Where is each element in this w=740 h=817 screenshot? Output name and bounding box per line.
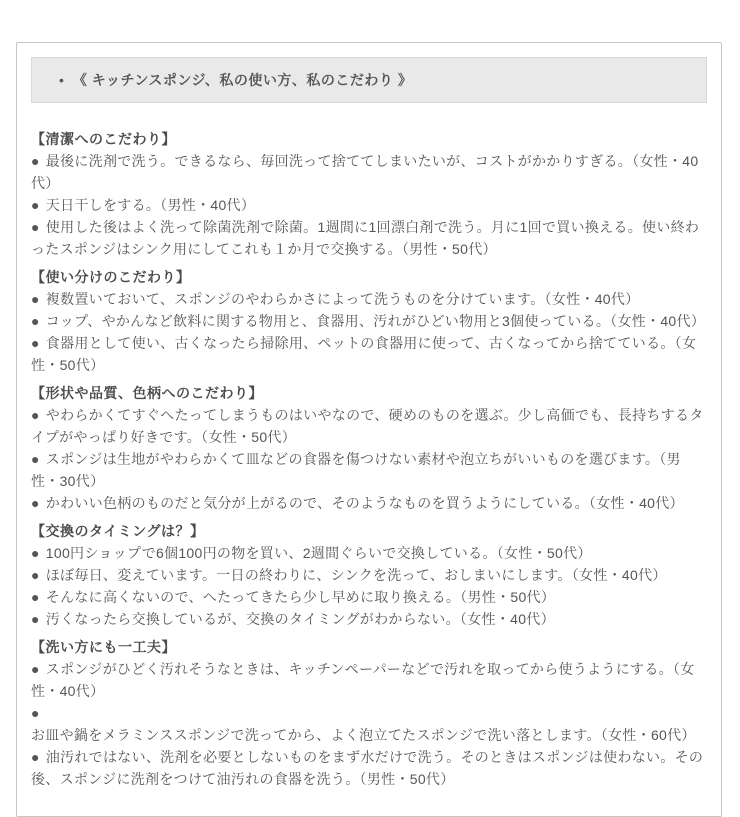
opinion-item <box>31 586 707 608</box>
bullet-icon: ● <box>31 589 40 605</box>
section-heading: 【交換のタイミングは？】 <box>31 523 205 539</box>
opinion-item <box>31 310 707 332</box>
bullet-icon: ● <box>31 313 40 329</box>
list-bullet-icon: • <box>59 72 64 88</box>
bullet-icon: ● <box>31 219 40 235</box>
section-shape-quality <box>31 382 707 514</box>
bullet-icon: ● <box>31 661 40 677</box>
bullet-icon: ● <box>31 545 40 561</box>
opinion-text: そんなに高くないので、へたってきたら少し早めに取り換える。（男性・50代） <box>45 589 556 605</box>
opinion-text: コップ、やかんなど飲料に関する物用と、食器用、汚れがひどい物用と3個使っている。（女性・40代） <box>45 313 706 329</box>
bullet-icon: ● <box>31 153 40 169</box>
opinion-text: 食器用として使い、古くなったら掃除用、ペットの食器用に使って、古くなってから捨てている。（女性・50代） <box>31 335 697 373</box>
page-title: 《 キッチンスポンジ、私の使い方、私のこだわり 》 <box>72 72 413 88</box>
bullet-icon: ● <box>31 197 40 213</box>
opinion-item <box>31 448 707 492</box>
opinion-text: お皿や鍋をメラミンススポンジで洗ってから、よく泡立てたスポンジで洗い落とします。（女性・60代） <box>31 727 696 743</box>
bullet-icon: ● <box>31 567 40 583</box>
opinion-item <box>31 332 707 376</box>
section-usage-separation <box>31 266 707 376</box>
opinion-text: 最後に洗剤で洗う。できるなら、毎回洗って捨ててしまいたいが、コストがかかりすぎる。（女性・40代） <box>31 153 699 191</box>
opinion-item <box>31 404 707 448</box>
section-replacement-timing <box>31 520 707 630</box>
opinion-text: かわいい色柄のものだと気分が上がるので、そのようなものを買うようにしている。（女性・40代） <box>45 495 684 511</box>
opinion-text: 天日干しをする。（男性・40代） <box>45 197 256 213</box>
bullet-icon: ● <box>31 451 40 467</box>
content-panel <box>16 42 722 817</box>
opinion-text: スポンジは生地がやわらかくて皿などの食器を傷つけない素材や泡立ちがいいものを選びます。（男性・30代） <box>31 451 681 489</box>
bullet-icon: ● <box>31 611 40 627</box>
bullet-icon: ● <box>31 705 40 721</box>
opinion-item <box>31 702 707 746</box>
opinion-item <box>31 194 707 216</box>
bullet-icon: ● <box>31 335 40 351</box>
opinion-text: 油汚れではない、洗剤を必要としないものをまず水だけで洗う。そのときはスポンジは使わない。その後、スポンジに洗剤をつけて油汚れの食器を洗う。（男性・50代） <box>31 749 704 787</box>
section-washing-tips <box>31 636 707 790</box>
section-heading: 【清潔へのこだわり】 <box>31 131 176 147</box>
opinion-item <box>31 746 707 790</box>
title-bar <box>31 57 707 103</box>
opinion-text: 100円ショップで6個100円の物を買い、2週間ぐらいで交換している。（女性・50代） <box>45 545 592 561</box>
opinion-text: 使用した後はよく洗って除菌洗剤で除菌。1週間に1回漂白剤で洗う。月に1回で買い換える。使い終わったスポンジはシンク用にしてこれも１か月で交換する。（男性・50代） <box>31 219 700 257</box>
opinion-item <box>31 608 707 630</box>
opinion-item <box>31 492 707 514</box>
opinion-item <box>31 542 707 564</box>
section-cleanliness <box>31 128 707 260</box>
bullet-icon: ● <box>31 407 40 423</box>
opinion-item <box>31 216 707 260</box>
section-heading: 【使い分けのこだわり】 <box>31 269 191 285</box>
opinion-item <box>31 564 707 586</box>
opinion-item <box>31 288 707 310</box>
bullet-icon: ● <box>31 495 40 511</box>
section-heading: 【形状や品質、色柄へのこだわり】 <box>31 385 263 401</box>
opinion-text: ほぼ毎日、変えています。一日の終わりに、シンクを洗って、おしまいにします。（女性・40代） <box>45 567 667 583</box>
opinion-item <box>31 150 707 194</box>
opinion-item <box>31 658 707 702</box>
opinion-text: 複数置いておいて、スポンジのやわらかさによって洗うものを分けています。（女性・40代） <box>45 291 640 307</box>
bullet-icon: ● <box>31 291 40 307</box>
bullet-icon: ● <box>31 749 40 765</box>
opinion-text: やわらかくてすぐへたってしまうものはいやなので、硬めのものを選ぶ。少し高価でも、長持ちするタイプがやっぱり好きです。（女性・50代） <box>31 407 704 445</box>
opinion-text: 汚くなったら交換しているが、交換のタイミングがわからない。（女性・40代） <box>45 611 555 627</box>
opinion-text: スポンジがひどく汚れそうなときは、キッチンペーパーなどで汚れを取ってから使うようにする。（女性・40代） <box>31 661 695 699</box>
section-heading: 【洗い方にも一工夫】 <box>31 639 176 655</box>
